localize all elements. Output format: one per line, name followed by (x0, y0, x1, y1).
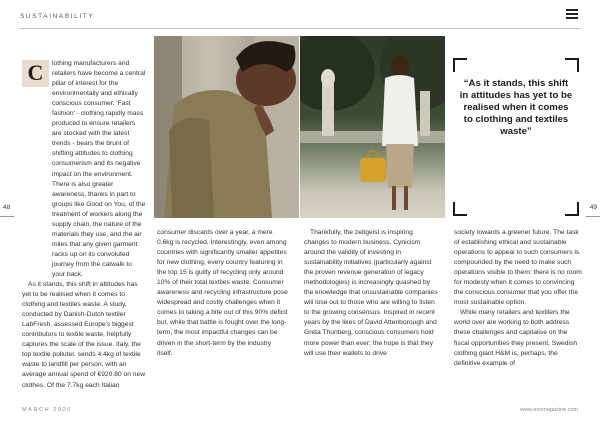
header-divider (20, 28, 580, 29)
drop-cap: C (22, 60, 49, 87)
column1-paragraph-2: As it stands, this shift in attitudes has yet to be realised when it comes to clothing and textiles waste. A study, conducted by Danish-Dutch textiler LabFresh, assessed Europe's biggest contributors to textile waste, helpfully captures the scale of the issue. Italy, the top textile polluter, sends 4.4kg of textile waste to landfill per person, with an average annual spend of €920.80 on new clothes. Of the 7.7kg each Italian (22, 281, 146, 389)
column4-paragraph-1: society towards a greener future. The task of establishing ethical and sustainable operations to appeal to such consumers is compounded by the need to make such operations visible to them: there is no room for modesty when it comes to convincing the conscious consumer that you offer the most sustainable option. (454, 229, 582, 307)
right-edge-rule (586, 216, 600, 217)
pull-quote (453, 58, 579, 216)
website-link[interactable]: www.exomagazine.com (520, 407, 578, 413)
woman-with-bag-photo (300, 36, 445, 218)
article-column-1 (22, 59, 146, 391)
left-edge-rule (0, 216, 14, 217)
column1-intro-paragraph: lothing manufacturers and retailers have become a central pillar of interest for the environmentally and ethically conscious consumer. 'Fast fashion' - clothing rapidly mass produced to ensure retailers are stocked with the latest trends - bears the brunt of shifting attitudes to clothing consumerism and its negative impact on the environment. There is also greater awareness, thanks in part to groups like Good on You, of the treatment of workers along the supply chain, the nature of the materials they use, and the air miles that any given garment racks up on its convoluted journey from the catwalk to your back. (52, 60, 146, 278)
article-column-3 (304, 228, 438, 359)
hamburger-menu-icon[interactable] (566, 9, 578, 19)
corner-bracket-icon (453, 202, 467, 216)
column3-paragraph: Thankfully, the zeitgeist is inspiring changes to modern business. Cynicism around the validity of investing in sustainability initiatives (particularly against the proven revenue generation of legacy methodologies) is increasingly quashed by the knowledge that unsustainable companies will lose out to those who are willing to listen to the growing consensus. Inspired in recent years by the likes of David Attenborough and Greta Thunberg, conscious consumers hold more power than ever; the hope is that they will use their wallets to drive (304, 229, 438, 357)
article-column-2 (157, 228, 288, 359)
page-number-left: 48 (3, 204, 11, 211)
article-column-4 (454, 228, 582, 369)
column2-paragraph: consumer discards over a year, a mere 0.6kg is recycled. Interestingly, even among countries with significantly smaller appetites for new clothing, every country featuring in the top 15 is guilty of recycling only around 10% of their total textiles waste. Consumer awareness and recycling infrastructure pose widespread and costly challenges when it comes to taking a bite out of this 90% deficit but, while that battle is fought over the long-term, the most impactful changes can be driven in the short-term by the industry itself. (157, 229, 288, 357)
pull-quote-text: “As it stands, this shift in attitudes has yet to be realised when it comes to clothing and textiles waste” (459, 78, 573, 137)
issue-date: MARCH 2020 (22, 407, 72, 413)
corner-bracket-icon (565, 58, 579, 72)
section-label: SUSTAINABILITY (20, 13, 95, 20)
column4-paragraph-2: While many retailers and textilers the world over are working to both address these challenges and capitalise on the fiscal opportunities they present, Swedish clothing giant H&M is, perhaps, the definitive example of (454, 309, 578, 367)
corner-bracket-icon (453, 58, 467, 72)
page-number-right: 49 (589, 204, 597, 211)
corner-bracket-icon (565, 202, 579, 216)
woman-leaning-photo (154, 36, 299, 218)
